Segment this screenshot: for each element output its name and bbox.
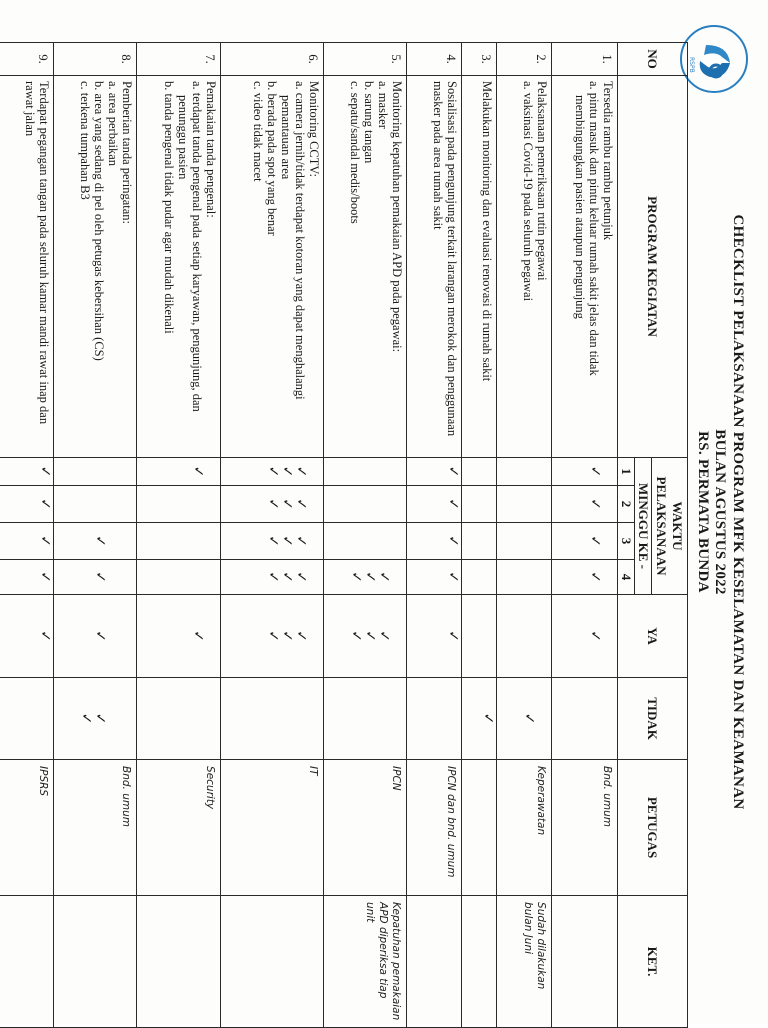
checklist-table (0, 42, 688, 1028)
program-text (323, 76, 407, 458)
check-mark (78, 560, 92, 594)
col-ya: YA (618, 595, 688, 678)
check-mark: ✓ (292, 630, 308, 642)
program-line: Pemakaian tanda pengenal: (203, 81, 218, 218)
check-mark (481, 595, 495, 677)
col-tidak: TIDAK (618, 678, 688, 760)
mark-cell-w3 (497, 523, 552, 560)
table-row (137, 43, 221, 1028)
mark-cell-w2 (323, 486, 407, 523)
mark-cell-ya (407, 595, 462, 678)
program-text (137, 76, 221, 458)
check-mark (390, 458, 404, 485)
check-mark (265, 678, 279, 759)
check-mark: ✓ (278, 465, 294, 478)
check-mark (348, 458, 362, 485)
check-mark: ✓ (362, 630, 378, 642)
mark-cell-w2 (220, 486, 323, 523)
check-mark (204, 458, 218, 485)
check-mark: ✓ (92, 535, 108, 547)
ket-handwritten (0, 896, 53, 1028)
check-mark (293, 678, 307, 759)
program-line: b. sarung tangan (362, 81, 377, 164)
row-number: 8. (53, 43, 137, 76)
petugas-handwritten (461, 760, 497, 896)
petugas-handwritten: IPCN dan bnd. umum (407, 760, 462, 896)
check-mark: ✓ (444, 465, 460, 478)
check-mark (106, 458, 120, 485)
document-period: BULAN AGUSTUS 2022 (712, 429, 728, 595)
program-line: Melakukan monitoring dan evaluasi renovasi di rumah sakit (480, 81, 495, 382)
check-mark (535, 560, 549, 594)
check-mark (204, 486, 218, 522)
row-number: 5. (323, 43, 407, 76)
table-row (461, 43, 497, 1028)
check-mark (521, 523, 535, 559)
check-mark (307, 486, 321, 522)
mark-cell-w3 (220, 523, 323, 560)
program-line: a. terdapat tanda pengenal pada setiap karyawan, pengunjung, dan penunggu pasien (175, 81, 204, 412)
row-number: 9. (0, 43, 53, 76)
check-mark (190, 678, 204, 759)
mark-cell-ya (323, 595, 407, 678)
check-mark (535, 595, 549, 677)
check-mark (481, 486, 495, 522)
col-waktu: WAKTU PELAKSANAAN (652, 458, 688, 595)
table-row (323, 43, 407, 1028)
check-mark: ✓ (376, 571, 392, 583)
check-mark: ✓ (587, 498, 602, 510)
check-mark (106, 595, 120, 677)
check-mark (78, 458, 92, 485)
check-mark (390, 486, 404, 522)
check-mark (601, 486, 615, 522)
mark-cell-ya (0, 595, 53, 678)
check-mark (176, 523, 190, 559)
mark-cell-ya (220, 595, 323, 678)
check-mark (601, 458, 615, 485)
ket-handwritten (53, 896, 137, 1028)
check-mark: ✓ (376, 630, 392, 642)
col-week-1: 1 (618, 458, 635, 486)
check-mark (176, 678, 190, 759)
check-mark: ✓ (92, 571, 108, 583)
hospital-name: RS. PERMATA BUNDA (695, 431, 711, 593)
col-week-3: 3 (618, 523, 635, 560)
col-program: PROGRAM KEGIATAN (618, 76, 688, 458)
check-mark (307, 595, 321, 677)
mark-cell-w4 (461, 560, 497, 595)
check-mark (348, 678, 362, 759)
mark-cell-ya (137, 595, 221, 678)
check-mark: ✓ (92, 712, 108, 725)
check-mark (481, 458, 495, 485)
check-mark: ✓ (264, 498, 280, 510)
check-mark (120, 458, 134, 485)
mark-cell-w2 (0, 486, 53, 523)
check-mark (176, 595, 190, 677)
check-mark (176, 486, 190, 522)
check-mark: ✓ (278, 630, 294, 642)
program-line: Pemberian tanda peringatan: (120, 81, 135, 224)
col-no: NO (618, 43, 688, 76)
program-line: a. camera jernih/tidak terdapat kotoran yang dapat menghalangi pemantauan area (278, 81, 307, 400)
check-mark (307, 678, 321, 759)
check-mark: ✓ (278, 535, 294, 547)
check-mark: ✓ (444, 535, 460, 547)
check-mark (348, 523, 362, 559)
col-week-2: 2 (618, 486, 635, 523)
table-row (0, 43, 53, 1028)
row-number: 6. (220, 43, 323, 76)
check-mark: ✓ (36, 571, 52, 583)
check-mark (204, 678, 218, 759)
program-line: Terdapat pegangan tangan pada seluruh kamar mandi rawat inap dan rawat jalan (22, 81, 51, 425)
check-mark (587, 678, 601, 759)
check-mark: ✓ (36, 465, 52, 478)
mark-cell-w2 (461, 486, 497, 523)
check-mark (390, 560, 404, 594)
mark-cell-w1 (137, 458, 221, 486)
check-mark: ✓ (521, 712, 537, 725)
mark-cell-w2 (53, 486, 137, 523)
col-ket: KET. (618, 896, 688, 1028)
check-mark (78, 486, 92, 522)
check-mark: ✓ (480, 712, 496, 725)
check-mark (106, 486, 120, 522)
mark-cell-w3 (323, 523, 407, 560)
svg-text:RSPB: RSPB (688, 57, 695, 73)
petugas-handwritten: IPCN (323, 760, 407, 896)
mark-cell-ya (552, 595, 618, 678)
mark-cell-w4 (407, 560, 462, 595)
mark-cell-w1 (407, 458, 462, 486)
check-mark (190, 486, 204, 522)
program-text (0, 76, 53, 458)
program-line: Sosialisasi pada pengunjung terkait larangan merokok dan penggunaan masker pada area rumah sakit (430, 81, 459, 437)
program-text (461, 76, 497, 458)
table-row (407, 43, 462, 1028)
check-mark: ✓ (189, 465, 205, 478)
check-mark (307, 523, 321, 559)
program-line: b. area yang sedang di pel oleh petugas kebersihan (CS) (92, 81, 107, 361)
check-mark (376, 458, 390, 485)
check-mark: ✓ (36, 630, 52, 642)
check-mark: ✓ (444, 571, 460, 583)
check-mark: ✓ (36, 535, 52, 547)
col-petugas: PETUGAS (618, 760, 688, 896)
mark-cell-tidak (53, 678, 137, 760)
check-mark: ✓ (36, 498, 52, 510)
check-mark: ✓ (189, 630, 205, 642)
row-number: 3. (461, 43, 497, 76)
mark-cell-ya (461, 595, 497, 678)
mark-cell-ya (53, 595, 137, 678)
check-mark (120, 678, 134, 759)
mark-cell-tidak (552, 678, 618, 760)
mark-cell-w1 (323, 458, 407, 486)
check-mark: ✓ (587, 630, 602, 642)
ket-handwritten: Sudah dilakukan bulan Juni (497, 896, 552, 1028)
check-mark (376, 678, 390, 759)
mark-cell-w1 (461, 458, 497, 486)
program-line: c. terkena tumpahan B3 (78, 81, 93, 200)
program-line: Monitoring kepatuhan pemakaian APD pada pegawai: (390, 81, 405, 353)
check-mark (390, 523, 404, 559)
check-mark (204, 523, 218, 559)
check-mark (376, 486, 390, 522)
check-mark (78, 595, 92, 677)
program-line: a. vaksinasi Covid-19 pada seluruh pegawai (521, 81, 536, 302)
check-mark (535, 486, 549, 522)
petugas-handwritten: Keperawatan (497, 760, 552, 896)
program-text (407, 76, 462, 458)
check-mark: ✓ (587, 535, 602, 547)
check-mark (481, 523, 495, 559)
mark-cell-w1 (552, 458, 618, 486)
program-line: Tersedia rambu rambu petunjuk (601, 81, 615, 241)
check-mark (92, 458, 106, 485)
mark-cell-tidak (323, 678, 407, 760)
mark-cell-w4 (53, 560, 137, 595)
mark-cell-w2 (497, 486, 552, 523)
check-mark (521, 560, 535, 594)
check-mark (190, 523, 204, 559)
check-mark: ✓ (292, 535, 308, 547)
check-mark (535, 523, 549, 559)
petugas-handwritten: Bnd. umum (552, 760, 618, 896)
mark-cell-tidak (407, 678, 462, 760)
check-mark: ✓ (292, 498, 308, 510)
mark-cell-w1 (53, 458, 137, 486)
ket-handwritten (220, 896, 323, 1028)
mark-cell-ya (497, 595, 552, 678)
check-mark (362, 678, 376, 759)
check-mark: ✓ (292, 465, 308, 478)
program-line: c. video tidak macet (250, 81, 265, 182)
ket-handwritten (137, 896, 221, 1028)
check-mark (307, 458, 321, 485)
table-row (53, 43, 137, 1028)
check-mark (120, 595, 134, 677)
petugas-handwritten: Security (137, 760, 221, 896)
mark-cell-w3 (407, 523, 462, 560)
check-mark (307, 560, 321, 594)
row-number: 4. (407, 43, 462, 76)
check-mark (481, 560, 495, 594)
mark-cell-w2 (137, 486, 221, 523)
check-mark: ✓ (264, 630, 280, 642)
check-mark (521, 458, 535, 485)
row-number: 2. (497, 43, 552, 76)
mark-cell-w4 (323, 560, 407, 595)
check-mark (362, 486, 376, 522)
check-mark: ✓ (348, 571, 364, 583)
check-mark (348, 486, 362, 522)
check-mark (601, 678, 615, 759)
mark-cell-w1 (497, 458, 552, 486)
check-mark (521, 595, 535, 677)
ket-handwritten (552, 896, 618, 1028)
mark-cell-w1 (220, 458, 323, 486)
check-mark (78, 523, 92, 559)
mark-cell-w1 (0, 458, 53, 486)
check-mark (106, 560, 120, 594)
check-mark (601, 595, 615, 677)
mark-cell-tidak (137, 678, 221, 760)
row-number: 7. (137, 43, 221, 76)
col-week-4: 4 (618, 560, 635, 595)
check-mark (106, 523, 120, 559)
ket-handwritten (407, 896, 462, 1028)
mark-cell-w4 (137, 560, 221, 595)
table-row (552, 43, 618, 1028)
program-line: Pelaksanaan pemeriksaan rutin pegawai (535, 81, 550, 281)
mark-cell-w2 (407, 486, 462, 523)
check-mark: ✓ (292, 571, 308, 583)
check-mark (92, 486, 106, 522)
program-line: b. berada pada spot yang benar (264, 81, 279, 236)
check-mark (535, 678, 549, 759)
check-mark (204, 595, 218, 677)
mark-cell-w3 (0, 523, 53, 560)
check-mark: ✓ (264, 535, 280, 547)
check-mark (176, 560, 190, 594)
check-mark (601, 560, 615, 594)
check-mark (176, 458, 190, 485)
check-mark (37, 678, 51, 759)
program-line: a. area perbaikan (106, 81, 121, 167)
check-mark: ✓ (264, 465, 280, 478)
check-mark (120, 560, 134, 594)
mark-cell-w4 (220, 560, 323, 595)
petugas-handwritten: IT (220, 760, 323, 896)
check-mark (120, 486, 134, 522)
program-line: c. sepatu/sandal medis/boots (348, 81, 363, 224)
mark-cell-tidak (0, 678, 53, 760)
check-mark (362, 523, 376, 559)
check-mark (362, 458, 376, 485)
check-mark: ✓ (444, 498, 460, 510)
check-mark (521, 486, 535, 522)
program-text (497, 76, 552, 458)
check-mark: ✓ (444, 630, 460, 642)
program-text (53, 76, 137, 458)
mark-cell-w4 (0, 560, 53, 595)
mark-cell-w4 (497, 560, 552, 595)
mark-cell-tidak (220, 678, 323, 760)
check-mark (445, 678, 459, 759)
check-mark (204, 560, 218, 594)
program-line: b. tanda pengenal tidak pudar agar mudah dikenali (161, 81, 176, 334)
document-title: CHECKLIST PELAKSANAAN PROGRAM MFK KESELAMATAN DAN KEAMANAN (730, 214, 746, 810)
col-minggu: MINGGU KE - (635, 458, 652, 595)
check-mark (279, 678, 293, 759)
program-line: a. masker (376, 81, 391, 129)
check-mark (535, 458, 549, 485)
check-mark: ✓ (278, 571, 294, 583)
row-number: 1. (552, 43, 618, 76)
ket-handwritten: Kepatuhan pemakaian APD diperiksa tiap unit (323, 896, 407, 1028)
check-mark: ✓ (264, 571, 280, 583)
program-line: Monitoring CCTV: (306, 81, 321, 177)
check-mark: ✓ (587, 465, 602, 478)
program-line: a. pintu masuk dan pintu keluar rumah sakit jelas dan tidak membingungkan pasien ataupun pengunjung (573, 81, 601, 376)
mark-cell-w3 (461, 523, 497, 560)
check-mark (120, 523, 134, 559)
check-mark: ✓ (587, 571, 602, 583)
mark-cell-w3 (552, 523, 618, 560)
check-mark (601, 523, 615, 559)
mark-cell-w4 (552, 560, 618, 595)
mark-cell-w2 (552, 486, 618, 523)
mark-cell-tidak (461, 678, 497, 760)
ket-handwritten (461, 896, 497, 1028)
check-mark (390, 595, 404, 677)
program-text (552, 76, 618, 458)
check-mark: ✓ (78, 712, 94, 725)
check-mark: ✓ (348, 630, 364, 642)
check-mark (106, 678, 120, 759)
mark-cell-w3 (137, 523, 221, 560)
check-mark (376, 523, 390, 559)
table-row (220, 43, 323, 1028)
check-mark: ✓ (278, 498, 294, 510)
check-mark: ✓ (362, 571, 378, 583)
program-text (220, 76, 323, 458)
petugas-handwritten: IPSRS (0, 760, 53, 896)
mark-cell-tidak (497, 678, 552, 760)
check-mark (390, 678, 404, 759)
table-row (497, 43, 552, 1028)
check-mark (190, 560, 204, 594)
check-mark: ✓ (92, 630, 108, 642)
mark-cell-w3 (53, 523, 137, 560)
petugas-handwritten: Bnd. umum (53, 760, 137, 896)
